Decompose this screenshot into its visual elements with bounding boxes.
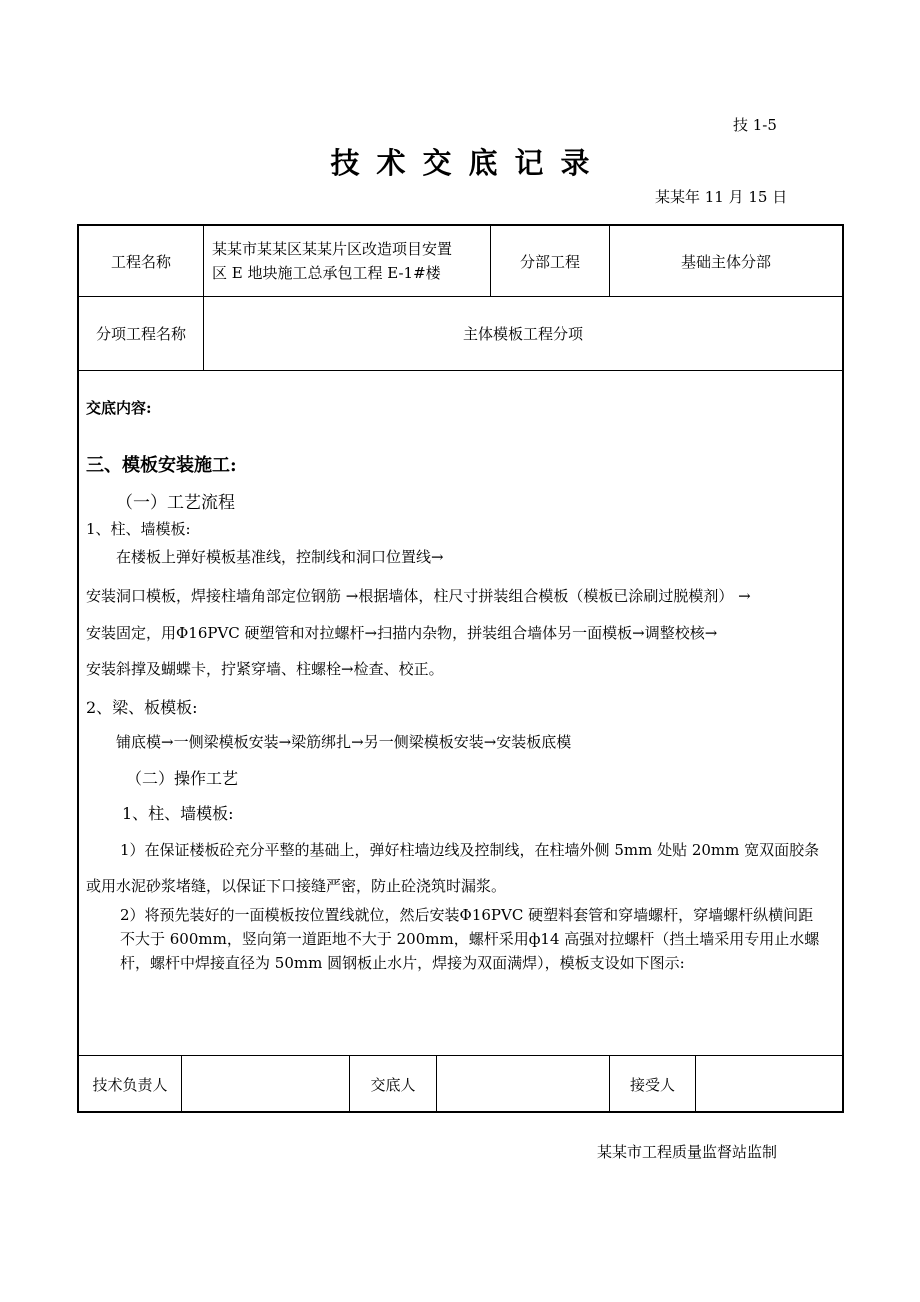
subitem-label: 分项工程名称 <box>95 325 186 343</box>
project-name-line2: 区 E 地块施工总承包工程 E-1#楼 <box>212 264 441 282</box>
document-title: 技术交底记录 <box>330 146 607 180</box>
sub-heading-operation: （二）操作工艺 <box>126 769 239 788</box>
flow-line-3: 安装固定，用Φ16PVC 硬塑管和对拉螺杆→扫描内杂物，拼装组合墙体另一面模板→调整校核→ <box>86 624 718 642</box>
tech-lead-label: 技术负责人 <box>92 1075 168 1094</box>
item-beam-slab: 2、梁、板模板: <box>86 698 198 717</box>
subitem-value: 主体模板工程分项 <box>462 325 583 343</box>
division-label: 分部工程 <box>519 252 580 271</box>
row-divider <box>77 370 844 371</box>
briefer-label: 交底人 <box>370 1075 416 1094</box>
step-1-line-1: 1）在保证楼板砼充分平整的基础上，弹好柱墙边线及控制线，在柱墙外侧 5mm 处贴 20mm 宽双面胶条 <box>120 841 820 859</box>
briefer-value <box>437 1056 609 1112</box>
document-date: 某某年 11 月 15 日 <box>655 188 788 206</box>
step-2-paragraph: 2）将预先装好的一面模板按位置线就位，然后安装Φ16PVC 硬塑料套管和穿墙螺杆，穿墙螺杆纵横间距不大于 600mm，竖向第一道距地不大于 200mm，螺杆采用ф14 高强对拉螺杆（挡土墙采用专用止水螺杆，螺杆中焊接直径为 50mm 圆钢板止水片，焊接为双面满焊），模板支设如下图示: <box>120 906 820 972</box>
receiver-value <box>696 1056 842 1112</box>
content-heading: 交底内容: <box>86 399 152 417</box>
section-three-heading: 三、模板安装施工: <box>86 455 237 476</box>
flow-line-2: 安装洞口模板，焊接柱墙角部定位钢筋 →根据墙体，柱尺寸拼装组合模板（模板已涂刷过脱模剂） → <box>86 587 751 605</box>
step-1-line-2: 或用水泥砂浆堵缝，以保证下口接缝严密，防止砼浇筑时漏浆。 <box>86 877 507 895</box>
project-name-value <box>212 228 488 294</box>
flow-line-4: 安装斜撑及蝴蝶卡，拧紧穿墙、柱螺栓→检查、校正。 <box>86 660 444 678</box>
tech-lead-value <box>182 1056 349 1112</box>
division-value: 基础主体分部 <box>680 252 771 271</box>
flow-line-1: 在楼板上弹好模板基准线，控制线和洞口位置线→ <box>116 548 444 566</box>
project-name-line1: 某某市某某区某某片区改造项目安置 <box>212 240 453 258</box>
receiver-label: 接受人 <box>629 1075 675 1094</box>
sub-heading-process: （一）工艺流程 <box>116 493 235 513</box>
item-column-wall-2: 1、柱、墙模板: <box>122 804 234 823</box>
footer-note: 某某市工程质量监督站监制 <box>597 1143 778 1161</box>
item-column-wall: 1、柱、墙模板: <box>86 520 191 538</box>
flow-line-5: 铺底模→一侧梁模板安装→梁筋绑扎→另一侧梁模板安装→安装板底模 <box>116 733 572 751</box>
project-name-label: 工程名称 <box>110 252 171 271</box>
form-code: 技 1-5 <box>733 116 777 134</box>
